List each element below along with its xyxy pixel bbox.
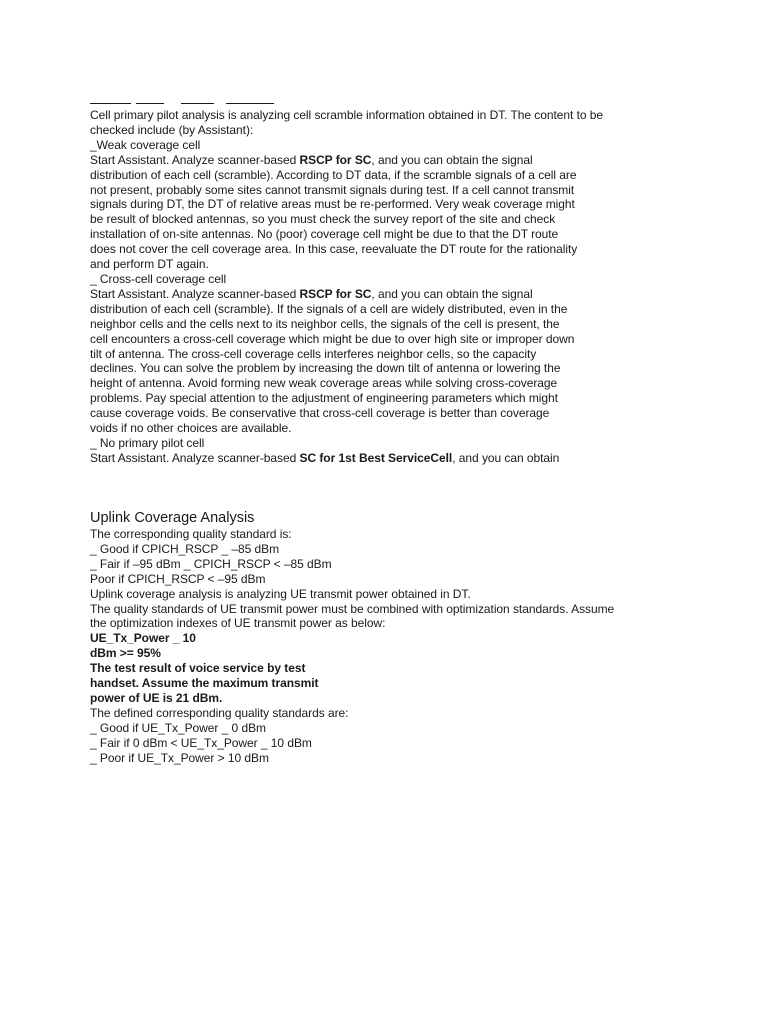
text-run: not present, probably some sites cannot transmit signals during test. If a cell cannot transmit <box>90 182 575 197</box>
text-line <box>90 361 750 376</box>
text-run: Start Assistant. Analyze scanner-based <box>90 286 300 301</box>
text-run: neighbor cells and the cells next to its neighbor cells, the signals of the cell is present, the <box>90 316 560 331</box>
text-run: distribution of each cell (scramble). If the signals of a cell are widely distributed, even in the <box>90 301 568 316</box>
text-line <box>90 602 750 617</box>
text-line <box>90 631 750 646</box>
text-line <box>90 691 750 706</box>
text-line <box>90 138 750 153</box>
bold-text: power of UE is 21 dBm. <box>90 690 223 705</box>
text-run: _ Cross-cell coverage cell <box>90 271 227 286</box>
text-line <box>90 751 750 766</box>
text-run: _ Good if UE_Tx_Power _ 0 dBm <box>90 720 266 735</box>
text-run: checked include (by Assistant): <box>90 122 254 137</box>
text-line <box>90 302 750 317</box>
text-line <box>90 572 750 587</box>
text-line <box>90 736 750 751</box>
underline-blank <box>226 103 274 104</box>
section-2-body <box>90 527 750 766</box>
text-line <box>90 376 750 391</box>
section-uplink-coverage <box>90 510 750 766</box>
text-run: , and you can obtain the signal <box>371 286 533 301</box>
bold-text: RSCP for SC <box>299 152 372 167</box>
underline-blank <box>90 103 131 104</box>
text-line <box>90 287 750 302</box>
text-line <box>90 436 750 451</box>
text-line <box>90 646 750 661</box>
text-run: Uplink coverage analysis is analyzing UE transmit power obtained in DT. <box>90 586 471 601</box>
bold-text: SC for 1st Best ServiceCell <box>299 450 453 465</box>
text-run: Start Assistant. Analyze scanner-based <box>90 450 300 465</box>
text-run: declines. You can solve the problem by increasing the down tilt of antenna or lowering the <box>90 361 561 376</box>
text-line <box>90 542 750 557</box>
section-1-body <box>90 108 750 466</box>
text-run: does not cover the cell coverage area. In this case, reevaluate the DT route for the rationality <box>90 242 578 257</box>
bold-text: RSCP for SC <box>299 286 372 301</box>
text-line <box>90 332 750 347</box>
text-run: The corresponding quality standard is: <box>90 527 292 541</box>
text-line <box>90 451 750 466</box>
text-line <box>90 661 750 676</box>
text-line <box>90 391 750 406</box>
text-line <box>90 421 750 436</box>
text-line <box>90 587 750 602</box>
text-run: installation of on-site antennas. No (poor) coverage cell might be due to that the DT route <box>90 227 559 242</box>
text-line <box>90 347 750 362</box>
text-run: _ Fair if –95 dBm _ CPICH_RSCP < –85 dBm <box>90 556 332 571</box>
text-line <box>90 227 750 242</box>
text-run: tilt of antenna. The cross-cell coverage cells interferes neighbor cells, so the capacity <box>90 346 537 361</box>
bold-text: UE_Tx_Power _ 10 <box>90 631 196 646</box>
text-line <box>90 168 750 183</box>
text-line <box>90 317 750 332</box>
text-line <box>90 272 750 287</box>
text-run: the optimization indexes of UE transmit power as below: <box>90 616 386 631</box>
text-run: Poor if CPICH_RSCP < –95 dBm <box>90 571 266 586</box>
text-run: cause coverage voids. Be conservative that cross-cell coverage is better than coverage <box>90 406 550 421</box>
text-run: _ Poor if UE_Tx_Power > 10 dBm <box>90 750 269 765</box>
text-run: height of antenna. Avoid forming new weak coverage areas while solving cross-coverage <box>90 376 558 391</box>
text-line <box>90 153 750 168</box>
text-run: cell encounters a cross-cell coverage which might be due to over high site or improper down <box>90 331 575 346</box>
section-cell-primary-pilot <box>90 96 750 466</box>
text-line <box>90 197 750 212</box>
text-run: signals during DT, the DT of relative areas must be re-performed. Very weak coverage might <box>90 197 575 212</box>
text-line <box>90 108 750 123</box>
text-run: and perform DT again. <box>90 257 209 272</box>
text-line <box>90 242 750 257</box>
text-line <box>90 212 750 227</box>
text-run: , and you can obtain <box>452 450 560 465</box>
blank-underlines <box>90 96 750 108</box>
text-run: _ No primary pilot cell <box>90 435 205 450</box>
text-run: problems. Pay special attention to the adjustment of engineering parameters which might <box>90 391 558 406</box>
underline-blank <box>136 103 164 104</box>
text-line <box>90 721 750 736</box>
text-run: _Weak coverage cell <box>90 137 201 152</box>
text-run: Cell primary pilot analysis is analyzing cell scramble information obtained in DT. The content to be <box>90 108 604 122</box>
underline-blank <box>181 103 214 104</box>
text-run: , and you can obtain the signal <box>371 152 533 167</box>
bold-text: handset. Assume the maximum transmit <box>90 676 319 691</box>
text-run: distribution of each cell (scramble). According to DT data, if the scramble signals of a cell are <box>90 167 577 182</box>
section-heading: Uplink Coverage Analysis <box>90 510 255 526</box>
text-run: _ Good if CPICH_RSCP _ –85 dBm <box>90 541 280 556</box>
text-line <box>90 183 750 198</box>
text-run: be result of blocked antennas, so you must check the survey report of the site and check <box>90 212 556 227</box>
text-run: _ Fair if 0 dBm < UE_Tx_Power _ 10 dBm <box>90 735 312 750</box>
text-line <box>90 676 750 691</box>
text-line <box>90 257 750 272</box>
text-line <box>90 706 750 721</box>
text-run: voids if no other choices are available. <box>90 421 292 436</box>
bold-text: The test result of voice service by test <box>90 661 306 676</box>
text-line <box>90 527 750 542</box>
text-run: The quality standards of UE transmit power must be combined with optimization standards. Assume <box>90 601 615 616</box>
text-line <box>90 557 750 572</box>
text-line <box>90 123 750 138</box>
text-run: The defined corresponding quality standards are: <box>90 705 349 720</box>
text-line <box>90 616 750 631</box>
text-run: Start Assistant. Analyze scanner-based <box>90 152 300 167</box>
text-line <box>90 406 750 421</box>
bold-text: dBm >= 95% <box>90 646 161 661</box>
